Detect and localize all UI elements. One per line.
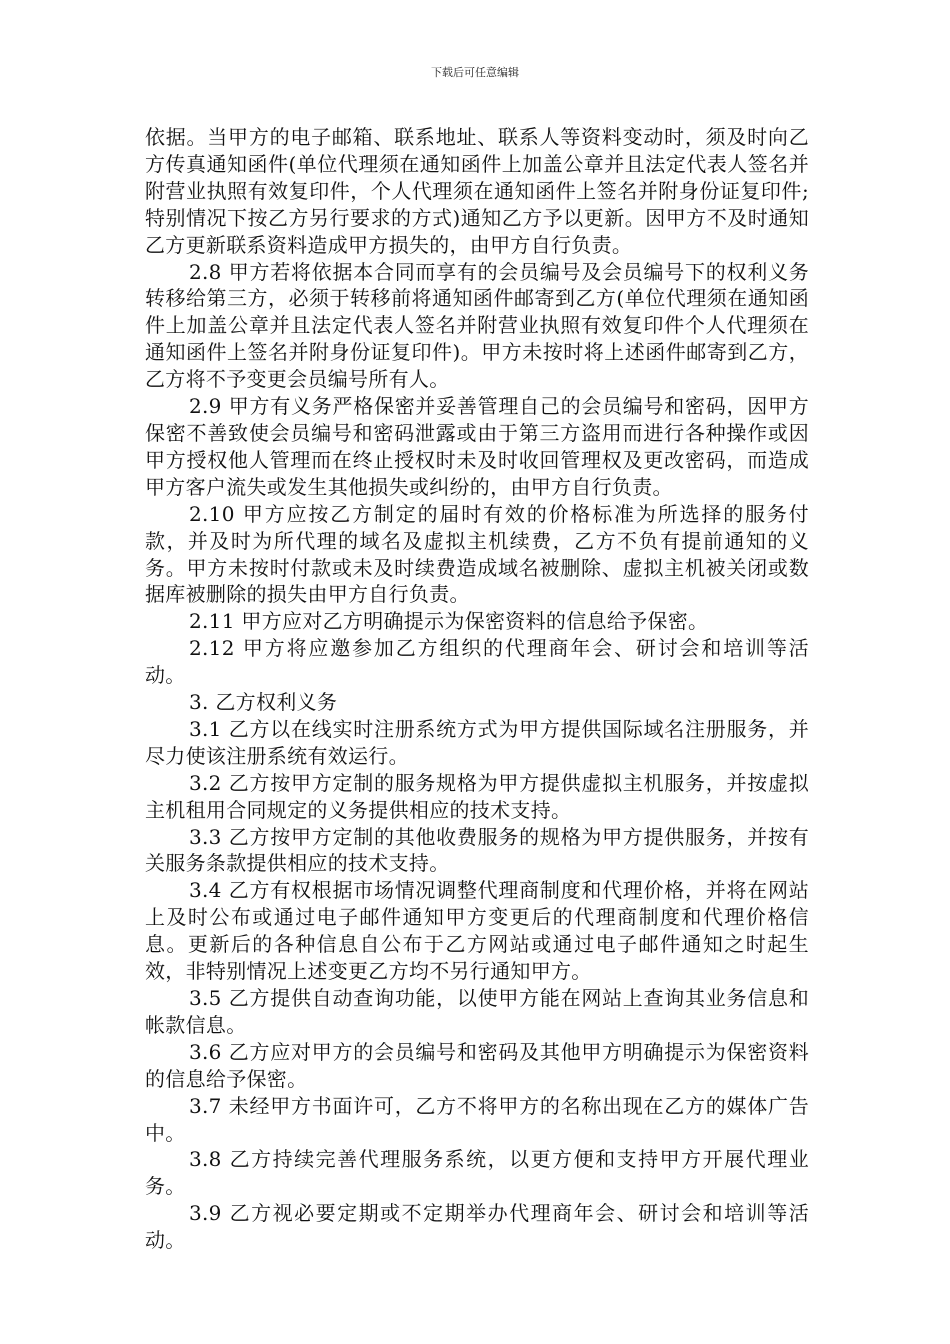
clause-3-9: 3.9 乙方视必要定期或不定期举办代理商年会、研讨会和培训等活动。 <box>145 1201 809 1253</box>
clause-3-4: 3.4 乙方有权根据市场情况调整代理商制度和代理价格，并将在网站上及时公布或通过电子邮件通知甲方变更后的代理商制度和代理价格信息。更新后的各种信息自公布于乙方网站或通过电子邮件通知之时起生效，非特别情况上述变更乙方均不另行通知甲方。 <box>145 878 809 984</box>
paragraph-continuation: 依据。当甲方的电子邮箱、联系地址、联系人等资料变动时，须及时向乙方传真通知函件(单位代理须在通知函件上加盖公章并且法定代表人签名并附营业执照有效复印件，个人代理须在通知函件上签名并附身份证复印件;特别情况下按乙方另行要求的方式)通知乙方予以更新。因甲方不及时通知乙方更新联系资料造成甲方损失的，由甲方自行负责。 <box>145 125 809 257</box>
section-3-heading: 3. 乙方权利义务 <box>189 690 338 715</box>
document-body <box>145 124 809 1254</box>
clause-2-12: 2.12 甲方将应邀参加乙方组织的代理商年会、研讨会和培训等活动。 <box>145 636 809 688</box>
clause-2-8: 2.8 甲方若将依据本合同而享有的会员编号及会员编号下的权利义务转移给第三方，必须于转移前将通知函件邮寄到乙方(单位代理须在通知函件上加盖公章并且法定代表人签名并附营业执照有效复印件个人代理须在通知函件上签名并附身份证复印件)。甲方未按时将上述函件邮寄到乙方，乙方将不予变更会员编号所有人。 <box>145 259 809 392</box>
clause-3-8: 3.8 乙方持续完善代理服务系统，以更方便和支持甲方开展代理业务。 <box>145 1147 809 1199</box>
clause-3-1: 3.1 乙方以在线实时注册系统方式为甲方提供国际域名注册服务，并尽力使该注册系统有效运行。 <box>145 716 809 768</box>
page-header-note: 下载后可任意编辑 <box>431 66 519 79</box>
clause-3-7: 3.7 未经甲方书面许可，乙方不将甲方的名称出现在乙方的媒体广告中。 <box>145 1093 809 1145</box>
clause-2-10: 2.10 甲方应按乙方制定的届时有效的价格标准为所选择的服务付款，并及时为所代理的域名及虚拟主机续费，乙方不负有提前通知的义务。甲方未按时付款或未及时续费造成域名被删除、虚拟主机被关闭或数据库被删除的损失由甲方自行负责。 <box>145 501 809 607</box>
clause-2-9: 2.9 甲方有义务严格保密并妥善管理自己的会员编号和密码，因甲方保密不善致使会员编号和密码泄露或由于第三方盗用而进行各种操作或因甲方授权他人管理而在终止授权时未及时收回管理权及更改密码，而造成甲方客户流失或发生其他损失或纠纷的，由甲方自行负责。 <box>145 394 809 499</box>
clause-3-6: 3.6 乙方应对甲方的会员编号和密码及其他甲方明确提示为保密资料的信息给予保密。 <box>145 1039 809 1091</box>
clause-3-5: 3.5 乙方提供自动查询功能，以使甲方能在网站上查询其业务信息和帐款信息。 <box>145 986 809 1037</box>
clause-3-2: 3.2 乙方按甲方定制的服务规格为甲方提供虚拟主机服务，并按虚拟主机租用合同规定的义务提供相应的技术支持。 <box>145 770 809 822</box>
clause-3-3: 3.3 乙方按甲方定制的其他收费服务的规格为甲方提供服务，并按有关服务条款提供相应的技术支持。 <box>145 824 809 876</box>
clause-2-11: 2.11 甲方应对乙方明确提示为保密资料的信息给予保密。 <box>189 609 709 634</box>
